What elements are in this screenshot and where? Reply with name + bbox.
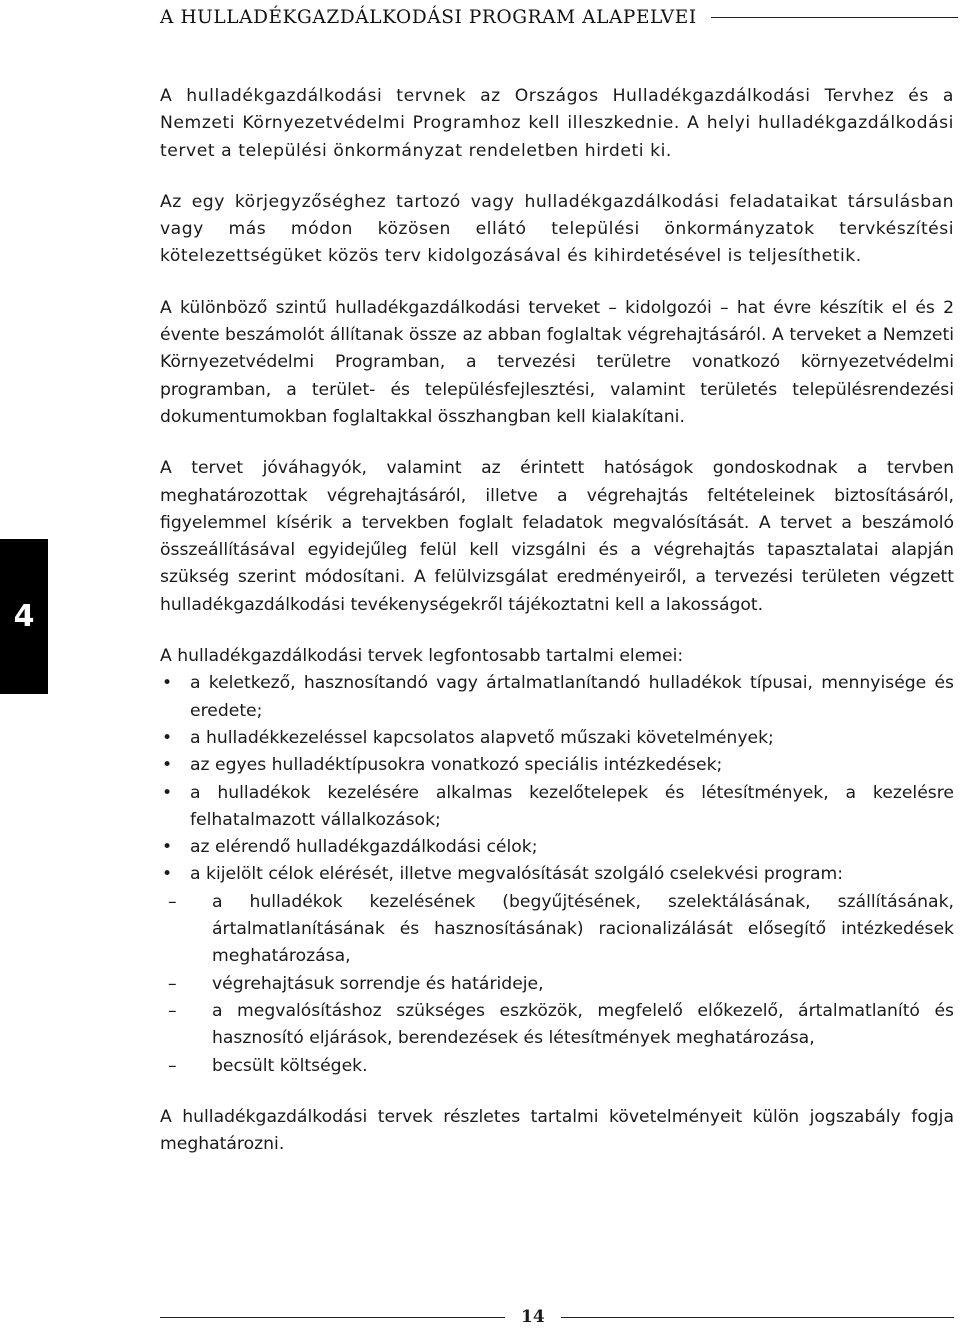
paragraph-3: A különböző szintű hulladékgazdálkodási terveket – kidolgozói – hat évre készítik el és 2 évente beszámolót állítanak össze az abban foglaltak végrehajtásáról. A terveket a Nemzeti Környezetvédelmi Programban, a tervezési területre vonatkozó környezetvédelmi programban, a terület- és településfejlesztési, valamint területés településrendezési dokumentumokban foglaltakkal összhangban kell kialakítani. (160, 297, 954, 427)
dash-icon: – (168, 1000, 177, 1021)
list-item-text: az elérendő hulladékgazdálkodási célok; (190, 837, 538, 858)
chapter-tab (0, 539, 48, 694)
bullet-icon: • (162, 727, 173, 748)
chapter-tab-label: 4 (13, 599, 35, 634)
sub-list-item-text: a hulladékok kezelésének (begyűjtésének, szelektálásának, szállításának, ártalmatlanításának és hasznosításának) racionalizálását elősegítő intézkedések meghatározása, (212, 891, 954, 967)
dash-icon: – (168, 973, 177, 994)
list-item-text: a keletkező, hasznosítandó vagy ártalmatlanítandó hulladékok típusai, mennyisége és eredete; (190, 673, 954, 721)
footer-rule-left (160, 1317, 505, 1318)
paragraph-final: A hulladékgazdálkodási tervek részletes tartalmi követelményeit külön jogszabály fogja meghatározni. (160, 1106, 954, 1155)
list-item-text: a hulladékkezeléssel kapcsolatos alapvető műszaki követelmények; (190, 727, 774, 748)
sub-list-item (168, 971, 954, 998)
dash-icon: – (168, 1055, 177, 1076)
body-text (160, 83, 954, 1158)
list-item-text: a hulladékok kezelésére alkalmas kezelőtelepek és létesítmények, a kezelésre felhatalmazott vállalkozások; (190, 782, 954, 830)
bullet-list (160, 670, 954, 1079)
sub-list-item-text: a megvalósításhoz szükséges eszközök, megfelelő előkezelő, ártalmatlanító és hasznosító eljárások, berendezések és létesítmények meghatározása, (212, 1000, 954, 1049)
paragraph-1: A hulladékgazdálkodási tervnek az Országos Hulladékgazdálkodási Tervhez és a Nemzeti Környezetvédelmi Programhoz kell illeszkednie. A helyi hulladékgazdálkodási tervet a települési önkormányzat rendeletben hirdeti ki. (160, 86, 954, 161)
list-item (160, 780, 954, 835)
list-item (160, 752, 954, 779)
sub-list-item-text: végrehajtásuk sorrendje és határideje, (212, 973, 544, 994)
footer-rule-right (561, 1317, 954, 1318)
list-item (160, 725, 954, 752)
list-item (160, 861, 954, 1079)
running-header (160, 2, 958, 32)
sub-list-item (168, 889, 954, 971)
list-item (160, 834, 954, 861)
header-title: A HULLADÉKGAZDÁLKODÁSI PROGRAM ALAPELVEI (160, 6, 697, 28)
bullet-icon: • (162, 755, 173, 776)
header-rule (711, 17, 958, 18)
sub-list-item (168, 1053, 954, 1080)
sub-list-item-text: becsült költségek. (212, 1055, 368, 1076)
list-intro: A hulladékgazdálkodási tervek legfontosabb tartalmi elemei: (160, 646, 684, 667)
page-footer (160, 1306, 954, 1328)
bullet-icon: • (162, 782, 173, 803)
dash-list (168, 889, 954, 1080)
list-item-text: a kijelölt célok elérését, illetve megvalósítását szolgáló cselekvési program: (190, 864, 844, 885)
bullet-icon: • (162, 673, 173, 694)
paragraph-2: Az egy körjegyzőséghez tartozó vagy hulladékgazdálkodási feladataikat társulásban vagy más módon közösen ellátó települési önkormányzatok tervkészítési kötelezettségüket közös terv kidolgozásával és kihirdetésével is teljesíthetik. (160, 191, 954, 267)
sub-list-item (168, 998, 954, 1053)
dash-icon: – (168, 891, 177, 912)
list-item-text: az egyes hulladéktípusokra vonatkozó speciális intézkedések; (190, 755, 723, 776)
page-number: 14 (521, 1307, 545, 1327)
paragraph-4: A tervet jóváhagyók, valamint az érintett hatóságok gondoskodnak a tervben meghatározottak végrehajtásáról, illetve a végrehajtás feltételeinek biztosításáról, figyelemmel kísérik a tervekben foglalt feladatok megvalósítását. A tervet a beszámoló összeállításával egyidejűleg felül kell vizsgálni és a végrehajtás tapasztalatai alapján szükség szerint módosítani. A felülvizsgálat eredményeiről, a tervezési területen végzett hulladékgazdálkodási tevékenységekről tájékoztatni kell a lakosságot. (160, 458, 954, 615)
list-item (160, 670, 954, 725)
content-elements-section (160, 643, 954, 1080)
bullet-icon: • (162, 837, 173, 858)
bullet-icon: • (162, 864, 173, 885)
